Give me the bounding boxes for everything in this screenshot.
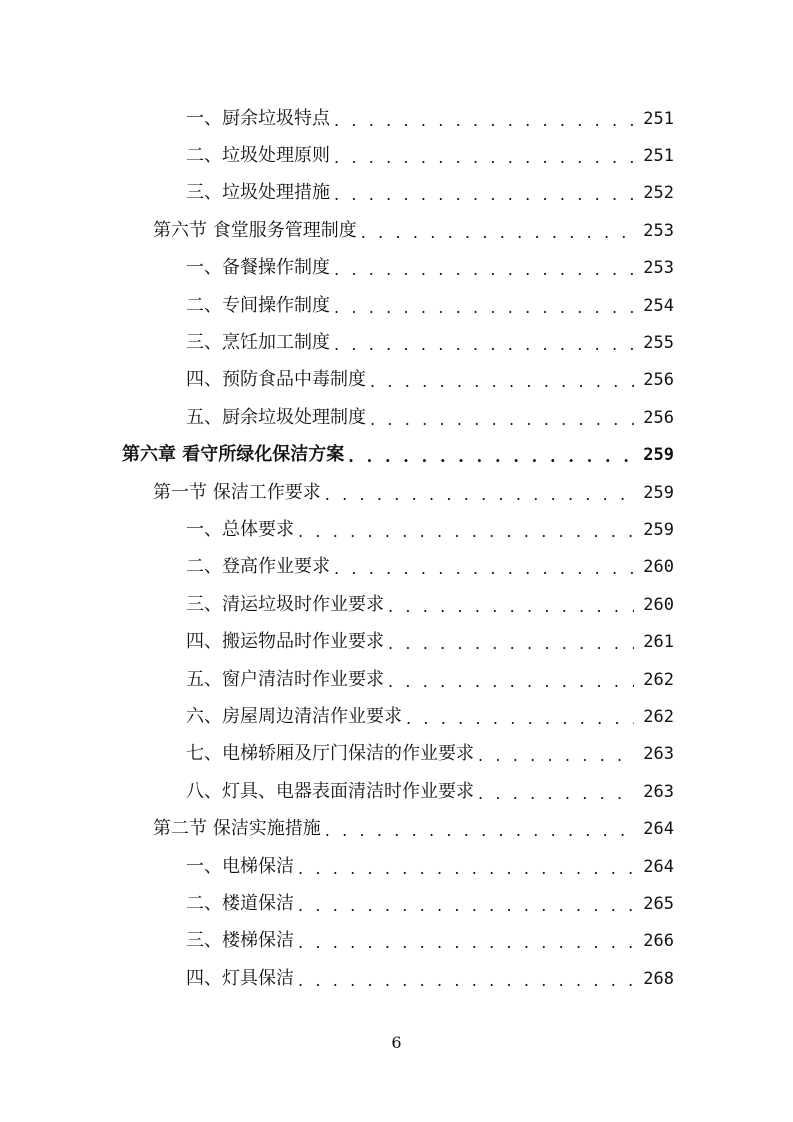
- toc-entry[interactable]: [0, 885, 793, 922]
- toc-entry-title: 第六章 看守所绿化保洁方案: [122, 444, 345, 466]
- toc-entry-page: 260: [643, 594, 674, 615]
- toc-entry-title: 一、总体要求: [186, 518, 294, 540]
- toc-entry-title: 七、电梯轿厢及厅门保洁的作业要求: [186, 743, 474, 765]
- toc-entry[interactable]: [0, 175, 793, 212]
- dot-leader: [298, 858, 634, 880]
- dot-leader: [298, 932, 634, 954]
- toc-entry-title: 三、烹饪加工制度: [186, 332, 330, 354]
- dot-leader: [298, 521, 634, 543]
- toc-entry-page: 259: [643, 519, 674, 540]
- toc-entry[interactable]: [0, 100, 793, 137]
- toc-entry-title: 四、灯具保洁: [186, 967, 294, 989]
- toc-entry[interactable]: [0, 549, 793, 586]
- toc-entry-title: 二、垃圾处理原则: [186, 145, 330, 167]
- toc-section-entry[interactable]: [0, 810, 793, 847]
- dot-leader: [361, 222, 634, 244]
- toc-entry[interactable]: [0, 960, 793, 997]
- toc-entry-title: 八、灯具、电器表面清洁时作业要求: [186, 780, 474, 802]
- toc-entry-page: 268: [643, 968, 674, 989]
- toc-entry-title: 一、厨余垃圾特点: [186, 107, 330, 129]
- toc-entry[interactable]: [0, 773, 793, 810]
- dot-leader: [370, 409, 634, 431]
- toc-entry-page: 253: [643, 258, 674, 279]
- toc-entry[interactable]: [0, 362, 793, 399]
- dot-leader: [478, 783, 634, 805]
- dot-leader: [298, 895, 634, 917]
- toc-entry-page: 254: [643, 295, 674, 316]
- toc-entry-title: 第二节 保洁实施措施: [153, 818, 321, 840]
- toc-entry[interactable]: [0, 698, 793, 735]
- dot-leader: [325, 484, 634, 506]
- toc-entry-page: 252: [643, 183, 674, 204]
- dot-leader: [334, 110, 634, 132]
- dot-leader: [478, 745, 634, 767]
- toc-section-entry[interactable]: [0, 212, 793, 249]
- dot-leader: [334, 184, 634, 206]
- toc-entry-title: 一、电梯保洁: [186, 855, 294, 877]
- toc-entry-page: 264: [643, 819, 674, 840]
- toc-entry-title: 六、房屋周边清洁作业要求: [186, 705, 402, 727]
- toc-entry-title: 二、楼道保洁: [186, 892, 294, 914]
- toc-entry-title: 四、搬运物品时作业要求: [186, 631, 384, 653]
- toc-chapter-entry[interactable]: [0, 437, 793, 474]
- toc-entry-page: 263: [643, 781, 674, 802]
- toc-entry-page: 256: [643, 370, 674, 391]
- toc-entry[interactable]: [0, 287, 793, 324]
- toc-entry[interactable]: [0, 586, 793, 623]
- toc-entry-title: 五、厨余垃圾处理制度: [186, 406, 366, 428]
- dot-leader: [334, 297, 634, 319]
- dot-leader: [406, 708, 634, 730]
- dot-leader: [298, 970, 634, 992]
- toc-entry-title: 二、登高作业要求: [186, 556, 330, 578]
- dot-leader: [334, 147, 634, 169]
- toc-entry-page: 262: [643, 706, 674, 727]
- toc-entry-title: 四、预防食品中毒制度: [186, 369, 366, 391]
- toc-entry-page: 261: [643, 632, 674, 653]
- toc-entry-page: 259: [643, 445, 674, 466]
- dot-leader: [348, 446, 634, 468]
- toc-entry-page: 251: [643, 108, 674, 129]
- toc-entry-page: 260: [643, 557, 674, 578]
- toc-entry[interactable]: [0, 848, 793, 885]
- page-number: 6: [391, 1033, 402, 1052]
- toc-entry-title: 二、专间操作制度: [186, 294, 330, 316]
- dot-leader: [388, 596, 634, 618]
- toc-entry-page: 265: [643, 893, 674, 914]
- dot-leader: [325, 820, 634, 842]
- toc-entry-title: 三、楼梯保洁: [186, 930, 294, 952]
- toc-entry-title: 三、垃圾处理措施: [186, 182, 330, 204]
- toc-entry[interactable]: [0, 923, 793, 960]
- dot-leader: [370, 371, 634, 393]
- dot-leader: [334, 259, 634, 281]
- toc-entry-page: 259: [643, 482, 674, 503]
- toc-entry[interactable]: [0, 250, 793, 287]
- toc-entry[interactable]: [0, 736, 793, 773]
- toc-entry[interactable]: [0, 399, 793, 436]
- toc-entry-page: 253: [643, 220, 674, 241]
- toc-section-entry[interactable]: [0, 474, 793, 511]
- table-of-contents: [0, 100, 793, 997]
- toc-entry[interactable]: [0, 511, 793, 548]
- toc-entry-title: 一、备餐操作制度: [186, 257, 330, 279]
- dot-leader: [334, 334, 634, 356]
- toc-entry[interactable]: [0, 137, 793, 174]
- toc-entry-page: 262: [643, 669, 674, 690]
- toc-entry-title: 第六节 食堂服务管理制度: [153, 219, 357, 241]
- toc-entry-page: 264: [643, 856, 674, 877]
- dot-leader: [334, 558, 634, 580]
- toc-entry-page: 251: [643, 146, 674, 167]
- toc-entry-title: 三、清运垃圾时作业要求: [186, 593, 384, 615]
- toc-entry-page: 266: [643, 931, 674, 952]
- toc-entry-page: 263: [643, 744, 674, 765]
- toc-entry-page: 255: [643, 333, 674, 354]
- toc-entry-page: 256: [643, 407, 674, 428]
- toc-entry-title: 第一节 保洁工作要求: [153, 481, 321, 503]
- toc-entry[interactable]: [0, 324, 793, 361]
- toc-entry-title: 五、窗户清洁时作业要求: [186, 668, 384, 690]
- dot-leader: [388, 671, 634, 693]
- toc-entry[interactable]: [0, 661, 793, 698]
- toc-entry[interactable]: [0, 623, 793, 660]
- dot-leader: [388, 633, 634, 655]
